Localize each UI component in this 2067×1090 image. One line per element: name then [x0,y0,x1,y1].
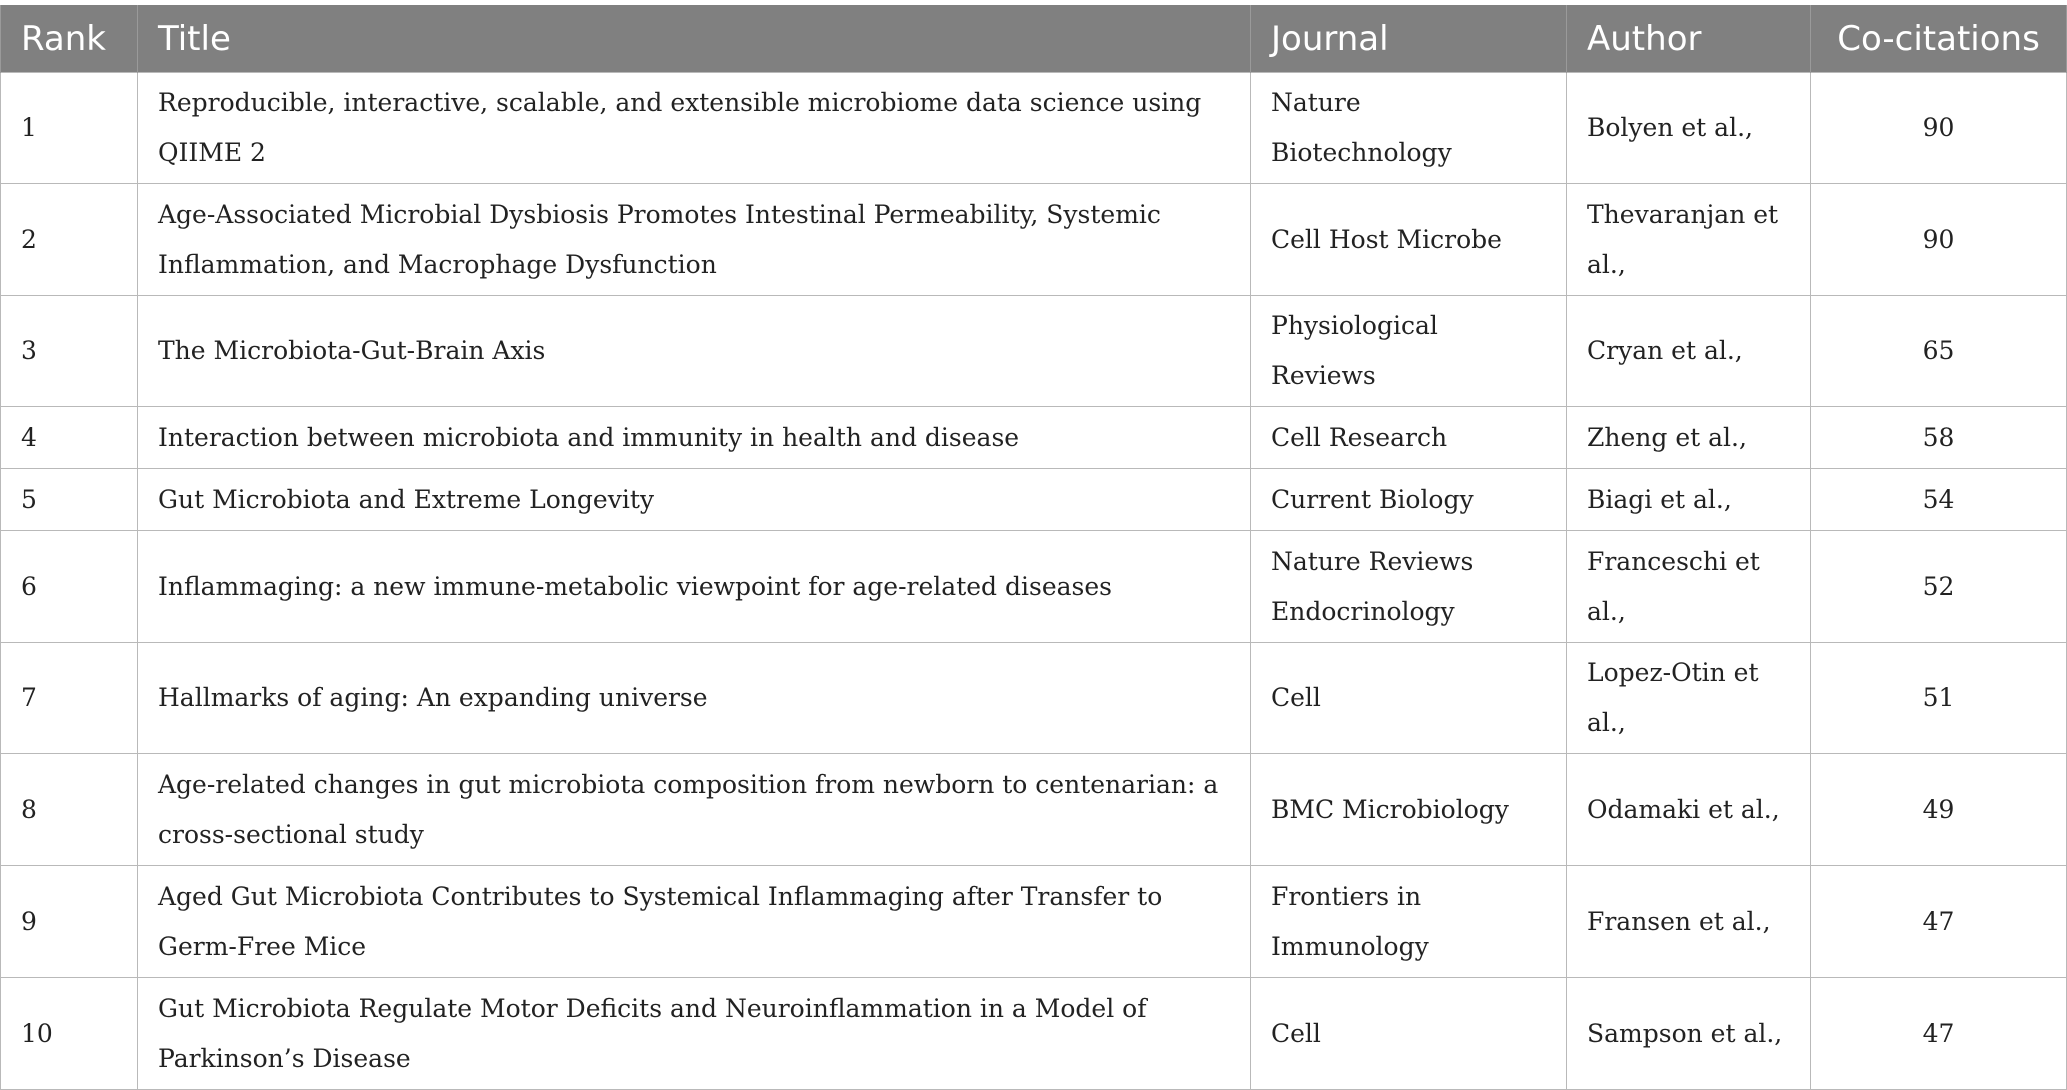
co-citation-table [0,5,2067,1090]
cell-rank: 2 [1,184,138,296]
cell-journal: Cell Research [1251,407,1567,469]
cell-author: Bolyen et al., [1567,73,1811,184]
cell-title: Hallmarks of aging: An expanding universe [138,643,1251,754]
cell-cocitations: 54 [1811,469,2067,531]
table-row [1,73,2067,184]
cell-journal: Nature Reviews Endocrinology [1251,531,1567,643]
cell-title: Reproducible, interactive, scalable, and extensible microbiome data science using QIIME 2 [138,73,1251,184]
cell-cocitations: 90 [1811,184,2067,296]
cell-title: Gut Microbiota Regulate Motor Deficits and Neuroinflammation in a Model of Parkinson’s Disease [138,978,1251,1090]
table-row [1,866,2067,978]
header-cocitations: Co-citations [1811,5,2067,73]
cell-title: Aged Gut Microbiota Contributes to Systemical Inflammaging after Transfer to Germ-Free Mice [138,866,1251,978]
cell-author: Biagi et al., [1567,469,1811,531]
cell-journal: Frontiers in Immunology [1251,866,1567,978]
table-header-row [1,5,2067,73]
cell-rank: 1 [1,73,138,184]
cell-cocitations: 65 [1811,296,2067,407]
co-citation-table-container [0,5,2066,1090]
cell-title: Age-Associated Microbial Dysbiosis Promotes Intestinal Permeability, Systemic Inflammation, and Macrophage Dysfunction [138,184,1251,296]
cell-rank: 6 [1,531,138,643]
cell-rank: 7 [1,643,138,754]
cell-cocitations: 47 [1811,866,2067,978]
cell-title: Age-related changes in gut microbiota composition from newborn to centenarian: a cross-sectional study [138,754,1251,866]
table-row [1,643,2067,754]
cell-rank: 8 [1,754,138,866]
cell-journal: BMC Microbiology [1251,754,1567,866]
cell-title: The Microbiota-Gut-Brain Axis [138,296,1251,407]
cell-author: Odamaki et al., [1567,754,1811,866]
table-row [1,296,2067,407]
cell-author: Sampson et al., [1567,978,1811,1090]
cell-rank: 4 [1,407,138,469]
cell-cocitations: 51 [1811,643,2067,754]
cell-journal: Cell [1251,978,1567,1090]
cell-title: Interaction between microbiota and immunity in health and disease [138,407,1251,469]
header-journal: Journal [1251,5,1567,73]
cell-rank: 10 [1,978,138,1090]
cell-author: Cryan et al., [1567,296,1811,407]
cell-journal: Nature Biotechnology [1251,73,1567,184]
cell-title: Gut Microbiota and Extreme Longevity [138,469,1251,531]
cell-title: Inflammaging: a new immune-metabolic viewpoint for age-related diseases [138,531,1251,643]
header-title: Title [138,5,1251,73]
table-row [1,754,2067,866]
cell-rank: 5 [1,469,138,531]
cell-author: Franceschi et al., [1567,531,1811,643]
cell-author: Zheng et al., [1567,407,1811,469]
cell-journal: Physiological Reviews [1251,296,1567,407]
cell-cocitations: 47 [1811,978,2067,1090]
table-row [1,531,2067,643]
cell-cocitations: 90 [1811,73,2067,184]
cell-author: Fransen et al., [1567,866,1811,978]
table-row [1,184,2067,296]
table-row [1,469,2067,531]
cell-cocitations: 52 [1811,531,2067,643]
cell-author: Lopez-Otin et al., [1567,643,1811,754]
cell-rank: 3 [1,296,138,407]
table-row [1,407,2067,469]
header-author: Author [1567,5,1811,73]
cell-cocitations: 49 [1811,754,2067,866]
cell-journal: Cell [1251,643,1567,754]
cell-cocitations: 58 [1811,407,2067,469]
cell-rank: 9 [1,866,138,978]
cell-author: Thevaranjan et al., [1567,184,1811,296]
cell-journal: Current Biology [1251,469,1567,531]
table-row [1,978,2067,1090]
header-rank: Rank [1,5,138,73]
cell-journal: Cell Host Microbe [1251,184,1567,296]
